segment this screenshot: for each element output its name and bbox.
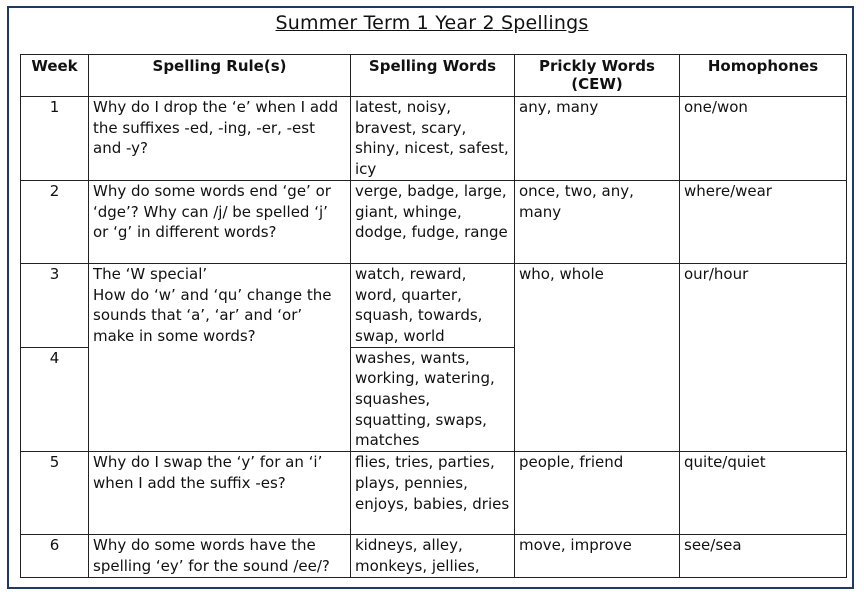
week-cell: 3 xyxy=(21,263,89,347)
rule-cell: Why do some words end ‘ge’ or ‘dge’? Why can /j/ be spelled ‘j’ or ‘g’ in different words? xyxy=(89,180,351,263)
table-row xyxy=(21,452,847,535)
header-homophones: Homophones xyxy=(680,55,847,97)
prickly-cell: any, many xyxy=(515,97,680,181)
table-row xyxy=(21,180,847,263)
page-title: Summer Term 1 Year 2 Spellings xyxy=(275,12,589,34)
week-cell: 1 xyxy=(21,97,89,181)
words-cell: kidneys, alley, monkeys, jellies, xyxy=(351,535,515,577)
homophones-cell: one/won xyxy=(680,97,847,181)
words-cell: washes, wants, working, watering, squashes, squatting, swaps, matches xyxy=(351,347,515,452)
homophones-cell: see/sea xyxy=(680,535,847,577)
week-cell: 4 xyxy=(21,347,89,452)
words-cell: verge, badge, large, giant, whinge, dodge, fudge, range xyxy=(351,180,515,263)
table-row xyxy=(21,97,847,181)
rule-cell: Why do I drop the ‘e’ when I add the suffixes -ed, -ing, -er, -est and -y? xyxy=(89,97,351,181)
week-cell: 6 xyxy=(21,535,89,577)
header-spelling-words: Spelling Words xyxy=(351,55,515,97)
spellings-table xyxy=(20,54,847,578)
prickly-cell: once, two, any, many xyxy=(515,180,680,263)
table-row xyxy=(21,535,847,577)
words-cell: flies, tries, parties, plays, pennies, enjoys, babies, dries xyxy=(351,452,515,535)
words-cell: watch, reward, word, quarter, squash, towards, swap, world xyxy=(351,263,515,347)
header-week: Week xyxy=(21,55,89,97)
rule-cell: Why do I swap the ‘y’ for an ‘i’ when I add the suffix -es? xyxy=(89,452,351,535)
prickly-cell: move, improve xyxy=(515,535,680,577)
prickly-cell: who, whole xyxy=(515,263,680,451)
rule-cell: The ‘W special’ How do ‘w’ and ‘qu’ change the sounds that ‘a’, ‘ar’ and ‘or’ make in some words? xyxy=(89,263,351,451)
header-prickly-words: Prickly Words (CEW) xyxy=(515,55,680,97)
header-row xyxy=(21,55,847,97)
week-cell: 2 xyxy=(21,180,89,263)
homophones-cell: quite/quiet xyxy=(680,452,847,535)
homophones-cell: our/hour xyxy=(680,263,847,451)
table-row xyxy=(21,263,847,347)
prickly-cell: people, friend xyxy=(515,452,680,535)
words-cell: latest, noisy, bravest, scary, shiny, nicest, safest, icy xyxy=(351,97,515,181)
rule-cell: Why do some words have the spelling ‘ey’ for the sound /ee/? xyxy=(89,535,351,577)
week-cell: 5 xyxy=(21,452,89,535)
homophones-cell: where/wear xyxy=(680,180,847,263)
header-spelling-rule: Spelling Rule(s) xyxy=(89,55,351,97)
